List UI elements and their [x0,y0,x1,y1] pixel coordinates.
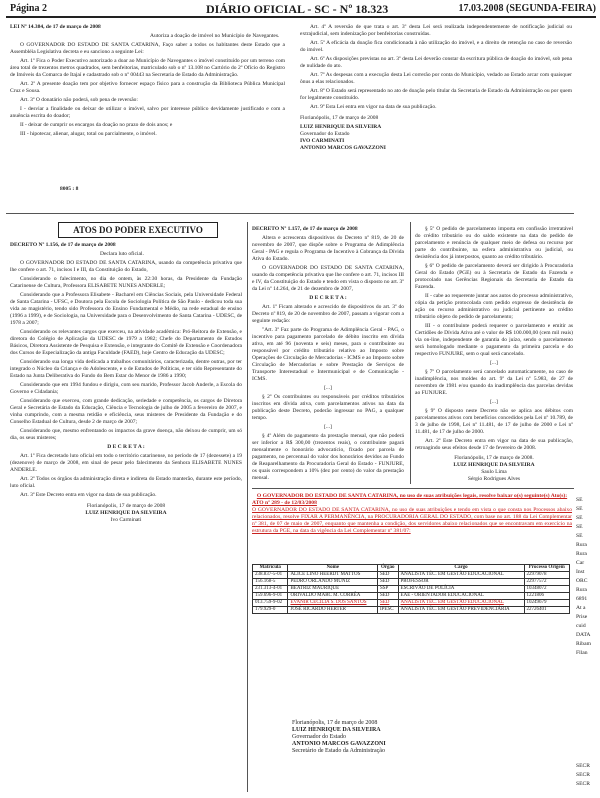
lei-preamble: O GOVERNADOR DO ESTADO DE SANTA CATARINA, Faço saber a todos os habitantes deste Estado que a Assembléia Legislativa decreta e eu sanciono a seguinte Lei: [10,42,285,55]
cell-nome: ORIVALDO MARC M. CORRÊA [288,593,378,600]
stamp-fragment: 8005 : 8 [60,186,79,192]
decreto-1156-c4: Considerando sua longa vida dedicada a trabalhos comunitários, caracterizada, dentre outras, por ter integrado o Núcleo da Criança e do Adolescente, e o de Estudos de Políticas, e ter sido Representante do Estado na Junta Deliberativa do Fundo do Bem Estar do Menor de 1986 a 1990; [10,359,242,379]
cell-orgao: SSP [377,586,398,593]
decreto-1157-continued [415,226,573,483]
ato-body [252,507,572,535]
margin-line: SE [576,515,583,521]
margin-line: SE [576,524,583,530]
margin-fragments [576,496,591,658]
cell-cargo: EAE - ORIENTADOR EDUCACIONAL [398,593,524,600]
cell-processo: 10249679 [524,600,569,607]
decreto-1156-c3: Considerando os relevantes cargos que exerceu, na atividade acadêmica: Pró-Reitora de Extensão, e diretora do Colégio de Aplicação da UDESC de 1979 a 1982; Chefe do Departamento de Estudos Básicos, Diretora Assistente de Pesquisa e Extensão, e integrante do Comitê de Extensão e Coordenadora dos Cursos de Especialização da antiga Faculdade (FAED), hoje Centro de Educação da UDESC; [10,329,242,356]
header-rule [6,16,596,18]
cell-orgao: IPESC [377,607,398,614]
margin-line: Rura [576,542,587,548]
decreto-1156-place: Florianópolis, 17 de março de 2008 [86,503,166,509]
cell-processo: 10348072 [524,586,569,593]
table-row [253,572,570,579]
lei-signer-1-role: Governador do Estado [300,131,350,137]
lei-signer-2: IVO CARMINATI [300,138,345,144]
page-number: Página 2 [10,3,47,14]
cell-matricula: 231.313-4-01 [253,586,288,593]
margin-line: 6891 [576,596,588,602]
cell-nome: BEATRIZ MAURIQUE [288,586,378,593]
margin-bottom-fragments [576,762,590,789]
cell-orgao: SED [377,572,398,579]
cell-orgao: SED [377,579,398,586]
lei-art5: Art. 5º A eficácia da doação fica condicionada à não utilização do imóvel, e a direito de retenção no caso de reversão do imóvel. [300,40,572,53]
decreto-1157-inc3: III - o contribuinte poderá requerer o parcelamento e emitir as Certidões de Dívida Ativa até o valor de R$ 100.000,00 (cem mil reais) via on-line, independente de garantia do juízo, sendo o parcelamento será homologado mediante o pagamento da primeira parcela e do respectivo FUNJURE, sem o qual será cancelado. [415,323,573,357]
margin-line: Car [576,560,585,566]
decreto-1156-art3: Art. 3º Este Decreto entra em vigor na data de sua publicação. [20,492,157,498]
margin-line: cuid [576,623,586,629]
cell-matricula: 156.168-5 [253,579,288,586]
decreto-1156-c6: Considerando que exerceu, com grande dedicação, seriedade e competência, os cargos de Diretora Geral e Secretária de Estado da Educação, Ciência e Tecnologia de julho de 2005 a fevereiro de 2007, e vinha cumprindo, com a mesma retidão e eficiência, seus misteres de Presidente da Fundação e do Conselho Estadual de Cultura, desde 2 de março de 2007; [10,398,242,425]
decreto-1157 [252,226,404,484]
column-divider-2 [410,222,411,484]
decreto-1157-p4: § 4º Além do pagamento da prestação mensal, que não poderá ser inferior a R$ 300,00 (trezentos reais), o contribuinte pagará mensalmente o honorário advocatício, fixado por parcela de pagamento, no percentual do valor dos honorários devidos ao Fundo de Reaparelhamento da Procuradoria Geral do Estado - FUNJURE, os quais correspondem a 10% (dez por cento) do valor da prestação mensal. [252,433,404,481]
decreto-1156-signer-2: Ivo Carminati [110,517,142,523]
decreto-1157-inc2: II - cabe ao requerente juntar aos autos do processo administrativo, cópia da petição protocolada com pedido expresso de desistência de ação ou recurso administrativo ou judicial pertinente ao crédito tributário objeto do pedido de parcelamento; [415,293,573,320]
servers-table [252,564,570,614]
decreto-1157-dots-3: [...] [490,360,498,366]
lei-art9: Art. 9º Esta Lei entra em vigor na data de sua publicação. [310,104,437,110]
decreto-1156-art1: Art. 1º Fica decretado luto oficial em todo o território catarinense, no período de 17 (dezessete) a 19 (dezenove) de março de 2008, em sinal de pesar pelo falecimento da Senhora ELISABETE NUNES ANDERLE. [10,453,242,473]
decreto-1157-signer-1: LUIZ HENRIQUE DA SILVEIRA [453,462,535,468]
ato-289 [252,493,572,535]
ato-signer-1-role: Governador do Estado [292,734,346,740]
margin-line: SECR [576,772,590,778]
margin-line: Prise [576,614,588,620]
cell-cargo: ANALISTA TÉC. EM GESTÃO PREVIDENCIÁRIA [398,607,524,614]
decreto-1156-c5: Considerando que em 1994 fundou e dirigiu, com seu marido, Professor Jacob Anderle, a Escola do Governo e Cidadania; [10,382,242,395]
cell-nome: EVANIR CECÍLIA S. DOS SANTOS [288,600,378,607]
cell-processo: 22979078 [524,572,569,579]
lei-inc3: III - hipotecar, alienar, alugar, total ou parcialmente, o imóvel. [20,131,157,137]
cell-orgao: SED [377,593,398,600]
cell-matricula: 159.696-9-01 [253,593,288,600]
lei-place: Florianópolis, 17 de março de 2008 [300,115,379,121]
ato-body-text: O GOVERNADOR DO ESTADO DE SANTA CATARINA, no uso de suas atribuições e tendo em vista o que consta nos Processos abaixo relacionados, resolve FIXAR A PERMANÊNCIA, na PROCURADORIA GERAL DO ESTADO, com base no art. 188 da Lei Complementar nº 381, de 07 de maio de 2007, enquanto que mantenha a condição, dos servidores abaixo relacionados que se encontravam em exercício na estrutura da PGE, na data da vigência da Lei Complementar nº 381/07: [252,507,572,534]
decreto-1156-preamble: O GOVERNADOR DO ESTADO DE SANTA CATARINA, usando da competência privativa que lhe confere o art. 71, incisos I e III, da Constituição do Estado, [10,260,242,273]
cell-nome: PEDRO ORLANDO MUNIZ [288,579,378,586]
decreto-1156-heading: DECRETO Nº 1.156, de 17 de março de 2008 [10,242,116,248]
ato-signer-1: LUIZ HENRIQUE DA SILVEIRA [292,727,381,733]
margin-line: SECR [576,781,590,787]
decreto-1156-art2: Art. 2º Todos os órgãos da administração direta e indireta do Estado manterão, durante este período, luto oficial. [10,476,242,489]
decreto-1157-dots-1: [...] [324,385,332,391]
decreto-1157-dots-2: [...] [324,424,332,430]
ato-signatures [252,720,572,755]
lei-inc2: II - deixar de cumprir os encargos da doação no prazo de dois anos; e [20,122,173,128]
decreto-1156-c7: Considerando que, mesmo enfrentando os impactos da grave doença, não deixou de cumprir, um só dia, os seus misteres; [10,428,242,441]
table-row [253,607,570,614]
lei-art1: Art. 1º Fica o Poder Executivo autorizado a doar ao Município de Navegantes o imóvel constituído por um terreno com área total de trezentos metros quadrados, sem benfeitorias, matriculado sob o nº 13.108 no Cartório do 2º Ofício do Registro de Imóveis da Comarca de Itajaí e cadastrado sob o nº 00443 na Secretaria de Estado da Administração. [10,58,285,78]
margin-line: SE [576,497,583,503]
lei-signer-3: ANTONIO MARCOS GAVAZZONI [300,145,386,151]
page-header [6,3,596,17]
decreto-1156-c1: Considerando o falecimento, no dia de ontem, às 22:30 horas, da Presidente da Fundação Catarinense de Cultura, Professora ELISABETE NUNES ANDERLE; [10,276,242,289]
cell-nome: JOSÉ RICARDO HERTER [288,607,378,614]
cell-cargo: ESCRIVÃO DE POLÍCIA [398,586,524,593]
margin-line: SE [576,533,583,539]
cell-matricula: 013.759-9-02 [253,600,288,607]
lei-heading: LEI Nº 14.384, de 17 de março de 2008 [10,24,101,30]
lei-art6: Art. 6º As disposições previstas no art. 3º desta Lei deverão constar da escritura pública de doação do imóvel, sob pena de nulidade do ato. [300,56,572,69]
margin-line: Rura [576,587,587,593]
issue-date: 17.03.2008 (SEGUNDA-FEIRA) [458,3,596,14]
margin-line: Rura [576,551,587,557]
ato-signer-2-role: Secretário de Estado da Administração [292,748,385,754]
lei-column-left [10,24,285,140]
decreto-1156-c2: Considerando que a Professora Elisabete - Bacharel em Ciências Sociais, pela Universidade Federal de Santa Catarina - UFSC, e Doutora pela Escola de Sociologia Política de São Paulo - dedicou toda sua vida ao magistério, tendo sido Professora do Ensino Fundamental e Médio, na rede estadual de ensino (1996 a 1999), e de Sociologia, na Universidade para o Desenvolvimento de Santa Catarina - UDESC, de 1978 a 2007; [10,292,243,326]
column-divider-1 [247,222,248,792]
table-row [253,586,570,593]
table-row [253,600,570,607]
decreto-1157-p9: § 9º O disposto neste Decreto não se aplica aos débitos com parcelamentos ativos com benefícios concedidos pela Lei nº 10.789, de 3 de julho de 1998, Lei nº 11.481, de 17 de julho de 2000 e Lei nº 11.481, de 17 de julho de 2000. [415,408,573,435]
margin-line: Inst [576,569,585,575]
lei-column-right [300,24,572,152]
decreto-1157-art3: "Art. 3º Faz parte do Programa de Adimplência Geral - PAG, o incentivo para pagamento parcelado de débito inscrito em dívida ativa, em até 96 (noventa e seis) meses, para o contribuinte ou responsável por crédito tributário relativo ao Imposto sobre Operações de Circulação de Mercadorias - ICMS e ao Imposto sobre Circulação de Mercadorias e sobre Prestação de Serviços de Transporte Interestadual e Intermunicipal e de Comunicação - ICMS. [252,327,404,382]
section-separator [6,213,574,214]
cell-processo: 22726401 [524,607,569,614]
decreto-1156-signer-1: LUIZ HENRIQUE DA SILVEIRA [85,510,167,516]
section-title: ATOS DO PODER EXECUTIVO [58,222,218,238]
decreto-1157-ementa: Altera e acrescenta dispositivos do Decreto nº 819, de 20 de novembro de 2007, que dispõe sobre o Programa de Adimplência Geral - PAG e regula o Programa de Incentivo à Cobrança da Dívida Ativa do Estado. [252,235,404,262]
decreto-1157-signer-2: Saulo Lima [481,469,507,475]
margin-line: At a [576,605,586,611]
lei-art7: Art. 7º As despesas com a execução desta Lei correrão por conta do Município, vedado ao Estado arcar com quaisquer ônus a elas relacionados. [300,72,572,85]
col-cargo: Cargo [398,565,524,572]
table-row [253,579,570,586]
decreto-1156 [10,242,242,524]
decreto-1157-p5: § 5º O pedido de parcelamento importa em confissão irretratável do crédito tributário ou do saldo existente na data do pedido de parcelamento e renúncia de qualquer meio de defesa ou recurso por parte do contribuinte, na esfera administrativa ou judicial, ou desistência dos já interpostos, quanto ao crédito tributário. [415,226,573,260]
margin-line: SE [576,506,583,512]
cell-matricula: 179.929-0 [253,607,288,614]
decreto-1157-p7: § 7º O parcelamento será cancelado automaticamente, no caso de inadimplência, nos moldes do art. 9º da Lei nº 5.983, de 27 de novembro de 1981 e/ou quando da inadimplência das parcelas devidas ao FUNJURE. [415,369,573,396]
table-row [253,593,570,600]
col-processo: Processo Origem [524,565,569,572]
decreto-1157-p2: § 2º Os contribuintes ou responsáveis por créditos tributários inscritos em dívida ativa, com parcelamentos ativos na data da publicação deste Decreto, poderão ingressar no PAG, a qualquer tempo. [252,394,404,421]
decreto-1156-ementa: Declara luto oficial. [100,251,144,257]
margin-line: SECR [576,763,590,769]
decreto-1157-art1: Art. 1º Ficam alterado e acrescido de dispositivos do art. 3º do Decreto nº 819, de 20 de novembro de 2007, passam a vigorar com a seguinte redação: [252,304,404,324]
lei-art3: Art. 3º O donatário não poderá, sob pena de reversão: [20,97,138,103]
decreto-1157-dots-4: [...] [490,399,498,405]
col-matricula: Matrícula [253,565,288,572]
ato-number [252,500,572,507]
cell-cargo: ANALISTA TÉC. EM GESTÃO EDUCACIONAL [398,600,524,607]
decreto-1157-place: Florianópolis, 17 de março de 2008. [454,455,534,461]
lei-art2: Art. 2º A presente doação tem por objetivo fornecer espaço físico para a construção da Biblioteca Pública Municipal Cruz e Sousa. [10,81,285,94]
cell-nome: ALICE LINO HEERDT MATTOS [288,572,378,579]
table-header-row [253,565,570,572]
lei-ementa: Autoriza a doação de imóvel no Município de Navegantes. [150,33,280,39]
lei-signer-1: LUIZ HENRIQUE DA SILVEIRA [300,124,382,130]
ato-intro-text: O GOVERNADOR DO ESTADO DE SANTA CATARINA, no uso de suas atribuições legais, resolve baixar o(s) seguinte(s) Ato(s): [256,493,568,499]
lei-art4: Art. 4º A reversão de que trata o art. 3º desta Lei será realizada independentemente de notificação judicial ou extrajudicial, sem indenização por benfeitorias construídas. [300,24,572,37]
decreto-1157-art2: Art. 2º Este Decreto entra em vigor na data de sua publicação, retroagindo seus efeitos desde 17 de fevereiro de 2008. [415,438,573,451]
margin-line: Fllan [576,650,588,656]
decreto-1157-signer-3: Sérgio Rodrigues Alves [467,476,521,482]
ato-intro [252,493,572,500]
decreto-1157-heading: DECRETO Nº 1.157, de 17 de março de 2008 [252,226,358,232]
decreto-1157-preamble: O GOVERNADOR DO ESTADO DE SANTA CATARINA, usando da competência privativa que lhe confere o art. 71, incisos III e IV, da Constituição do Estado e tendo em vista o disposto no art. 3º da Lei nº 14.264, de 21 de dezembro de 2007, [252,265,404,292]
col-nome: Nome [288,565,378,572]
margin-line: ORC [576,578,588,584]
ato-number-text: ATO nº 289 - de 12/03/2008 [252,500,317,506]
cell-cargo: ANALISTA TÉC. EM GESTÃO EDUCACIONAL [398,572,524,579]
ato-separator [252,488,574,489]
decreto-1156-decreta: D E C R E T A : [107,444,145,450]
cell-processo: 22977572 [524,579,569,586]
lei-inc1: I - desviar a finalidade ou deixar de utilizar o imóvel, salvo por interesse público devidamente justificado e com a anuência escrita do doador; [10,106,285,119]
col-orgao: Órgão [377,565,398,572]
decreto-1157-p6: § 6º O pedido de parcelamento deverá ser dirigido à Procuradoria Geral do Estado (PGE) ou à Secretaria de Estado da Fazenda e protocolado nas Gerências Regionais da Secretaria de Estado da Fazenda. [415,263,573,290]
margin-line: Ribam [576,641,591,647]
lei-art8: Art. 8º O Estado será representado no ato de doação pelo titular da Secretaria de Estado da Administração ou por quem for legalmente constituído. [300,88,572,101]
cell-processo: 1221806 [524,593,569,600]
cell-matricula: 238.837-5-01 [253,572,288,579]
decreto-1157-decreta: D E C R E T A : [309,295,347,301]
ato-place: Florianópolis, 17 de março de 2008 [292,720,378,726]
cell-orgao: SED [377,600,398,607]
journal-title: DIÁRIO OFICIAL - SC - Nº 18.323 [206,2,389,16]
ato-signer-2: ANTONIO MARCOS GAVAZZONI [292,741,386,747]
margin-line: DATA [576,632,591,638]
cell-cargo: PROFESSOR [398,579,524,586]
